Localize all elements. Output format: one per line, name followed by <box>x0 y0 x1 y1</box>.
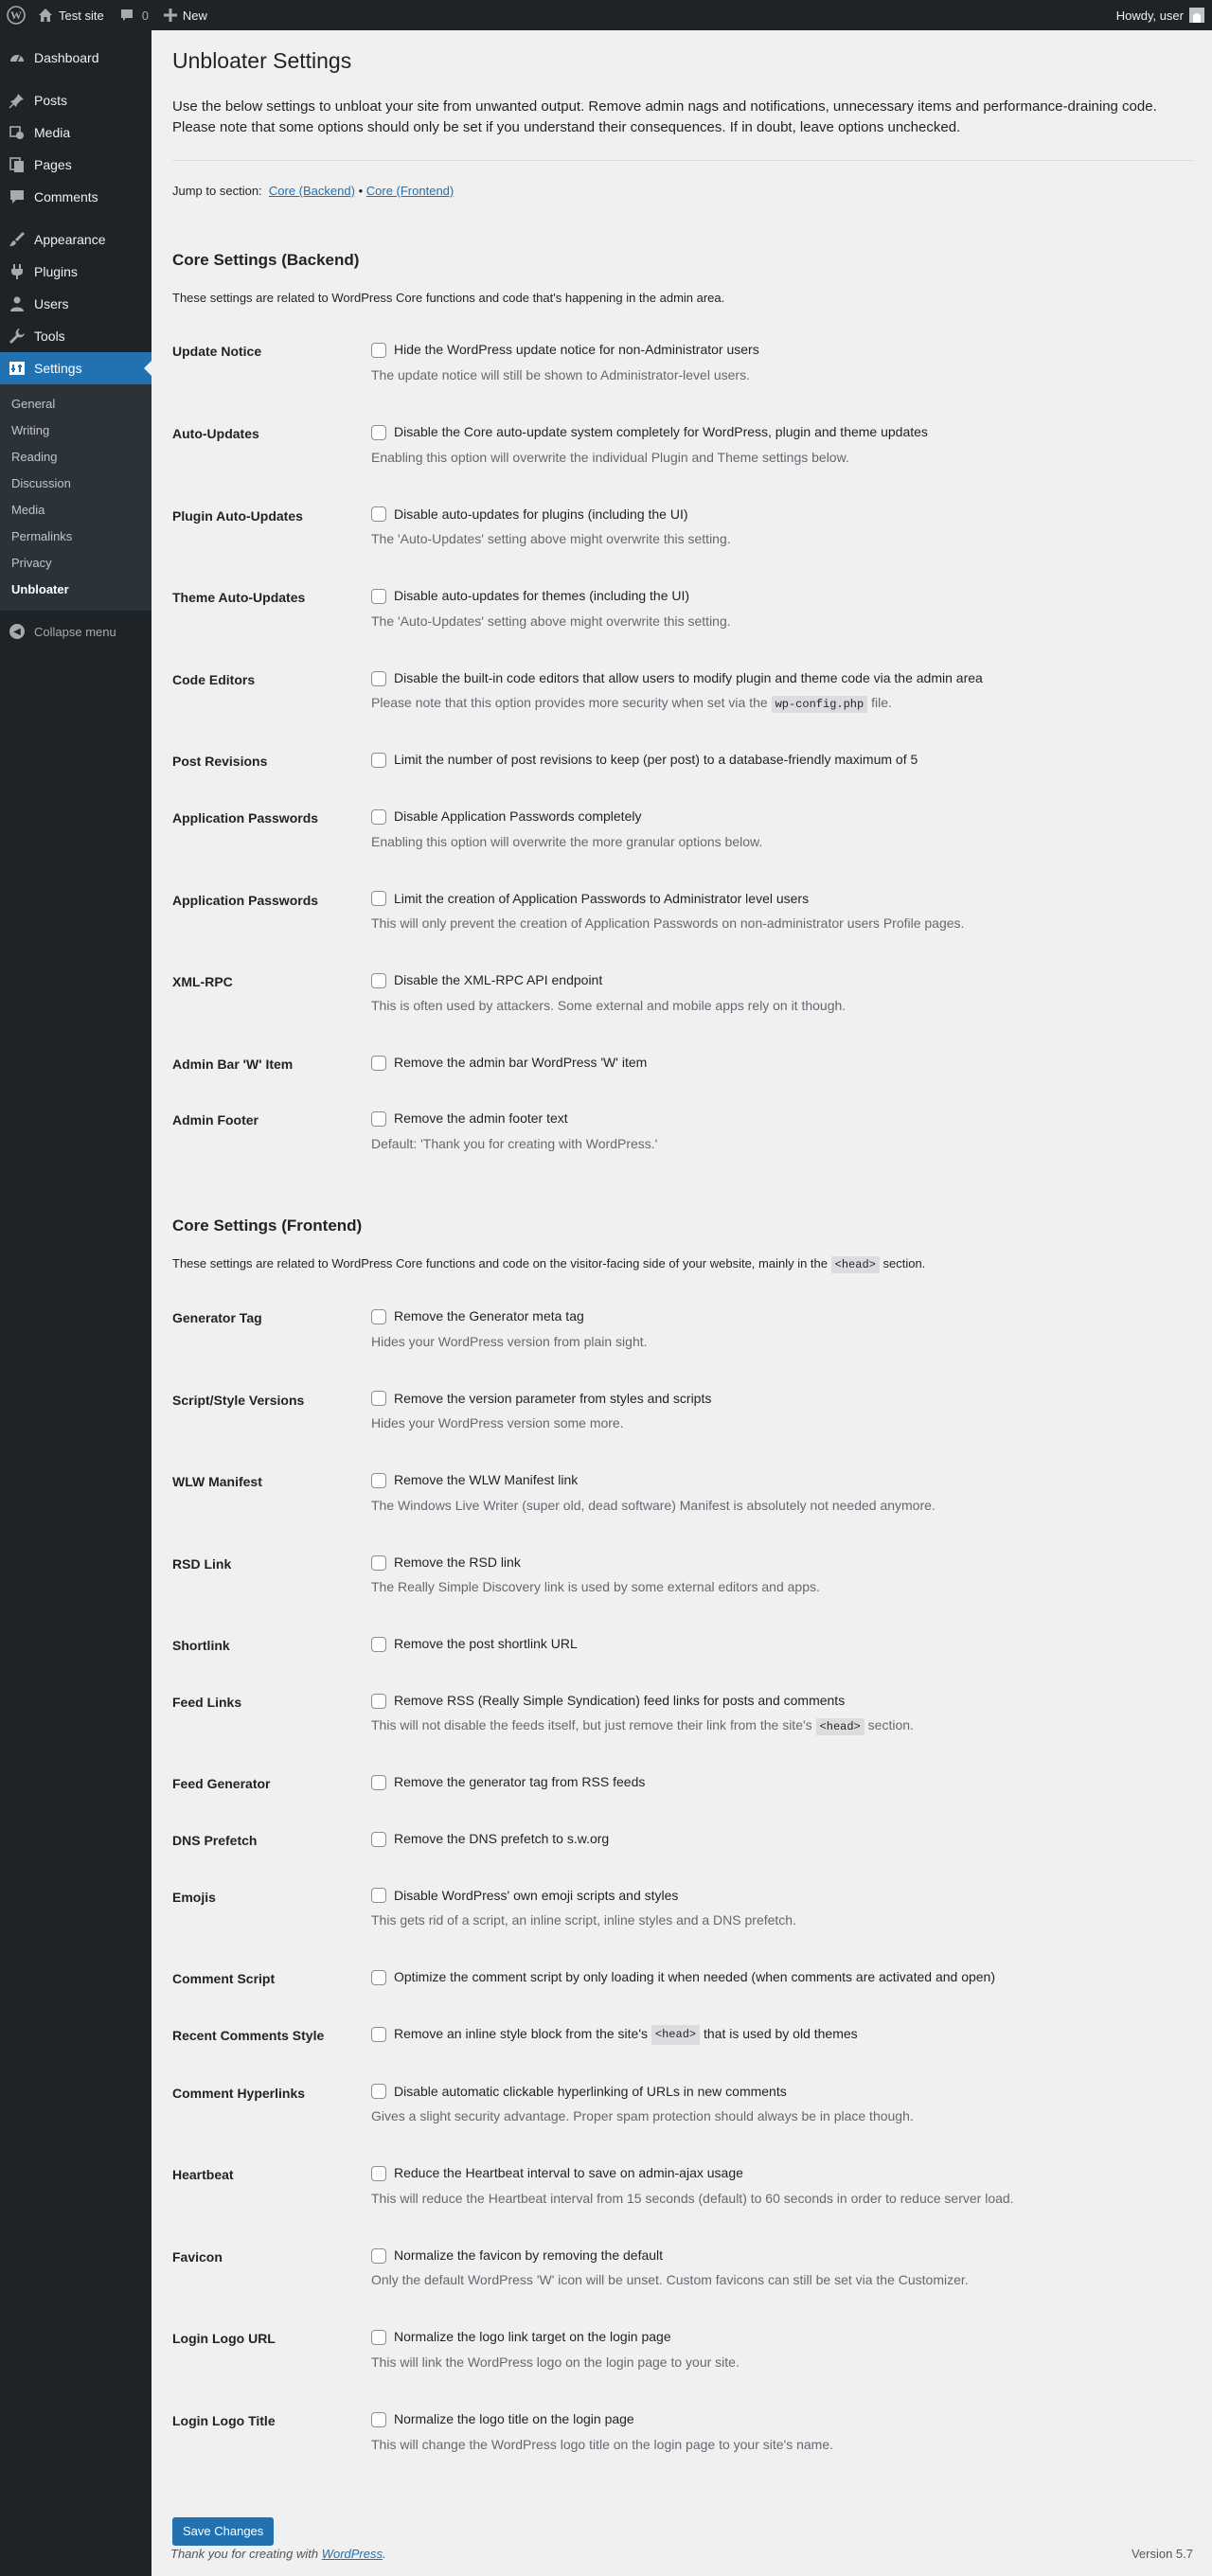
setting-control <box>371 2393 1193 2476</box>
admin-bar <box>0 0 1212 30</box>
setting-control <box>371 1537 1193 1619</box>
setting-option-text: Limit the creation of Application Passwords to Administrator level users <box>394 890 810 906</box>
sidebar-item-label: Users <box>34 296 69 311</box>
setting-checkbox[interactable] <box>371 1694 386 1709</box>
setting-help-main: The update notice will still be shown to Administrator-level users. <box>371 366 750 382</box>
submenu-unbloater[interactable]: Unbloater <box>11 582 69 596</box>
setting-option[interactable] <box>371 751 1184 770</box>
section-title-backend: Core Settings (Backend) <box>172 250 360 269</box>
setting-help-main: Gives a slight security advantage. Proper spam protection should always be in place though. <box>371 2108 914 2124</box>
jump-separator: • <box>358 183 364 198</box>
setting-option-text: Remove the admin footer text <box>394 1110 568 1127</box>
setting-help-text <box>371 2435 1184 2455</box>
setting-option[interactable] <box>371 1390 1184 1409</box>
setting-option[interactable] <box>371 1773 1184 1792</box>
home-icon <box>38 8 53 23</box>
setting-label: Login Logo Title <box>172 2413 276 2429</box>
new-label: New <box>182 8 207 23</box>
setting-option-text: Disable the Core auto-update system completely for WordPress, plugin and theme updates <box>394 423 928 439</box>
site-name: Test site <box>59 8 104 23</box>
setting-control <box>371 1290 1193 1373</box>
setting-control <box>371 1951 1193 2008</box>
setting-control <box>371 1813 1193 1870</box>
settings-row <box>172 1618 1193 1675</box>
setting-help-text <box>371 1134 1184 1154</box>
setting-option-text: Normalize the logo title on the login page <box>394 2411 634 2427</box>
setting-control <box>371 2311 1193 2393</box>
settings-row <box>172 1037 1193 1093</box>
setting-help-main: This is often used by attackers. Some external and mobile apps rely on it though. <box>371 997 847 1013</box>
sidebar-item-appearance[interactable] <box>0 223 152 256</box>
settings-row <box>172 1373 1193 1455</box>
setting-checkbox[interactable] <box>371 1832 386 1847</box>
setting-option-text: Disable the built-in code editors that allow users to modify plugin and theme code via the admin area <box>394 669 983 685</box>
setting-label: Application Passwords <box>172 892 319 908</box>
setting-control <box>371 489 1193 571</box>
footer-thanks-text: Thank you for creating with <box>170 2547 319 2561</box>
sidebar-item-tools[interactable] <box>0 320 152 352</box>
setting-label: Application Passwords <box>172 809 319 826</box>
wordpress-logo-icon[interactable] <box>0 0 30 30</box>
sidebar-item-settings[interactable] <box>0 352 152 384</box>
setting-option-text: Remove the DNS prefetch to s.w.org <box>394 1831 610 1847</box>
setting-option-text: Remove the WLW Manifest link <box>394 1472 579 1488</box>
setting-control <box>371 570 1193 652</box>
sidebar-item-posts[interactable] <box>0 84 152 116</box>
setting-help-text <box>371 2270 1184 2290</box>
setting-option[interactable] <box>371 1830 1184 1849</box>
setting-option[interactable] <box>371 1110 1184 1128</box>
sidebar-item-label: Comments <box>34 189 98 204</box>
dashboard-icon <box>8 48 27 67</box>
inline-code: wp-config.php <box>772 696 868 713</box>
setting-checkbox[interactable] <box>371 1391 386 1406</box>
settings-row <box>172 1675 1193 1757</box>
collapse-menu-label: Collapse menu <box>34 624 116 639</box>
setting-checkbox[interactable] <box>371 1888 386 1903</box>
setting-option[interactable] <box>371 1054 1184 1073</box>
setting-label: Feed Links <box>172 1694 242 1710</box>
setting-help-text <box>371 1910 1184 1930</box>
sidebar-item-users[interactable] <box>0 288 152 320</box>
pin-icon <box>8 91 27 110</box>
page-title: Unbloater Settings <box>172 48 352 73</box>
setting-control <box>371 873 1193 955</box>
setting-label: Admin Footer <box>172 1112 258 1128</box>
settings-row <box>172 652 1193 735</box>
sidebar-item-plugins[interactable] <box>0 256 152 288</box>
setting-help-text <box>371 612 1184 631</box>
setting-help-text <box>371 448 1184 468</box>
setting-option[interactable] <box>371 587 1184 606</box>
setting-help-after: section. <box>867 1717 914 1733</box>
setting-option[interactable] <box>371 423 1184 442</box>
plug-icon <box>8 262 27 281</box>
settings-row <box>172 2393 1193 2476</box>
setting-label: Login Logo URL <box>172 2331 276 2347</box>
collapse-menu-button[interactable] <box>0 614 152 648</box>
setting-help-main: This will link the WordPress logo on the login page to your site. <box>371 2354 740 2371</box>
setting-option[interactable] <box>371 2328 1184 2347</box>
setting-control <box>371 2066 1193 2148</box>
setting-checkbox[interactable] <box>371 506 386 522</box>
jump-to-section <box>172 184 1193 198</box>
setting-checkbox[interactable] <box>371 2084 386 2099</box>
setting-label: Update Notice <box>172 344 262 360</box>
setting-help-text <box>371 1332 1184 1352</box>
setting-option[interactable] <box>371 2164 1184 2183</box>
section-desc-backend: These settings are related to WordPress Core functions and code that's happening in the admin area. <box>172 290 725 305</box>
setting-label: Generator Tag <box>172 1309 262 1325</box>
admin-sidebar <box>0 30 152 2576</box>
main-content <box>152 30 1212 2546</box>
collapse-arrow-icon: ◀ <box>9 624 25 639</box>
settings-row <box>172 2230 1193 2312</box>
new-content-link[interactable] <box>156 0 215 30</box>
setting-label: Plugin Auto-Updates <box>172 507 303 524</box>
setting-help-main: Hides your WordPress version from plain sight. <box>371 1333 648 1349</box>
setting-option-text: Disable Application Passwords completely <box>394 808 642 824</box>
setting-control <box>371 791 1193 873</box>
setting-control <box>371 1454 1193 1537</box>
setting-help-text <box>371 1496 1184 1516</box>
setting-help-text <box>371 2189 1184 2209</box>
setting-option-text: Disable auto-updates for plugins (including the UI) <box>394 506 688 522</box>
submenu-writing[interactable]: Writing <box>11 423 50 437</box>
setting-option-text: Remove the admin bar WordPress 'W' item <box>394 1054 648 1070</box>
settings-row <box>172 1813 1193 1870</box>
setting-control <box>371 2008 1193 2066</box>
setting-help-text <box>371 1413 1184 1433</box>
settings-row <box>172 791 1193 873</box>
setting-option-text: Disable the XML-RPC API endpoint <box>394 972 603 988</box>
setting-control <box>371 954 1193 1037</box>
setting-control <box>371 2230 1193 2312</box>
setting-checkbox[interactable] <box>371 753 386 768</box>
comment-icon <box>8 187 27 206</box>
comments-count: 0 <box>141 8 149 23</box>
setting-option-text: Limit the number of post revisions to keep (per post) to a database-friendly maximum of 5 <box>394 752 918 768</box>
site-name-link[interactable] <box>30 0 112 30</box>
setting-option[interactable] <box>371 1307 1184 1326</box>
setting-option[interactable] <box>371 341 1184 360</box>
setting-option-text: Remove the generator tag from RSS feeds <box>394 1774 646 1790</box>
setting-checkbox[interactable] <box>371 425 386 440</box>
setting-label: Auto-Updates <box>172 425 259 441</box>
setting-option[interactable] <box>371 2247 1184 2265</box>
setting-checkbox[interactable] <box>371 973 386 988</box>
setting-label: RSD Link <box>172 1555 232 1572</box>
setting-label: WLW Manifest <box>172 1474 262 1490</box>
setting-control <box>371 2147 1193 2230</box>
setting-checkbox[interactable] <box>371 589 386 604</box>
settings-row <box>172 324 1193 406</box>
settings-row <box>172 570 1193 652</box>
head-code: <head> <box>831 1256 880 1273</box>
setting-label: Recent Comments Style <box>172 2027 325 2043</box>
user-icon <box>8 294 27 313</box>
settings-row <box>172 734 1193 791</box>
setting-label: Heartbeat <box>172 2167 234 2183</box>
setting-checkbox[interactable] <box>371 2412 386 2427</box>
setting-option-text: Normalize the logo link target on the login page <box>394 2329 671 2345</box>
setting-checkbox[interactable] <box>371 1111 386 1127</box>
setting-control <box>371 324 1193 406</box>
setting-option-text: Remove the RSD link <box>394 1554 521 1570</box>
setting-control <box>371 1675 1193 1757</box>
submenu-privacy[interactable]: Privacy <box>11 556 52 570</box>
setting-option-text-after: that is used by old themes <box>704 2026 858 2042</box>
setting-control <box>371 1037 1193 1093</box>
setting-option[interactable] <box>371 808 1184 826</box>
settings-row <box>172 1093 1193 1175</box>
settings-row <box>172 954 1193 1037</box>
setting-option[interactable] <box>371 2025 1184 2045</box>
admin-menu <box>0 30 152 384</box>
howdy-text: Howdy, user <box>1115 8 1184 23</box>
setting-option-text: Optimize the comment script by only loading it when needed (when comments are activated and open) <box>394 1969 996 1985</box>
setting-help-main: Default: 'Thank you for creating with WordPress.' <box>371 1135 658 1151</box>
setting-help-main: Enabling this option will overwrite the individual Plugin and Theme settings below. <box>371 449 849 465</box>
setting-checkbox[interactable] <box>371 1637 386 1652</box>
setting-label: Emojis <box>172 1889 216 1905</box>
pages-icon <box>8 155 27 174</box>
setting-help-main: The 'Auto-Updates' setting above might overwrite this setting. <box>371 531 731 547</box>
setting-help-text <box>371 529 1184 549</box>
setting-option-text: Disable automatic clickable hyperlinking of URLs in new comments <box>394 2083 787 2099</box>
setting-help-main: Hides your WordPress version some more. <box>371 1415 624 1431</box>
brush-icon <box>8 230 27 249</box>
section-desc-after: section. <box>882 1255 926 1270</box>
setting-option-text: Disable auto-updates for themes (including the UI) <box>394 588 690 604</box>
setting-checkbox[interactable] <box>371 343 386 358</box>
jump-label: Jump to section: <box>172 183 262 198</box>
setting-option[interactable] <box>371 1968 1184 1987</box>
wrench-icon <box>8 327 27 346</box>
setting-checkbox[interactable] <box>371 2166 386 2181</box>
footer-thanks-period: . <box>383 2547 386 2561</box>
sidebar-item-dashboard[interactable] <box>0 42 152 74</box>
setting-control <box>371 1870 1193 1952</box>
svg-text:W: W <box>10 9 22 22</box>
settings-row <box>172 1454 1193 1537</box>
intro-text: Use the below settings to unbloat your site from unwanted output. Remove admin nags and notifications, unnecessary items and performance-draining code. Please note that some options should only be set if you understand their consequences. If in doubt, leave options unchecked. <box>172 98 1157 136</box>
footer-wordpress-link[interactable]: WordPress <box>321 2547 383 2561</box>
setting-help-text <box>371 1715 1184 1735</box>
settings-row <box>172 406 1193 489</box>
jump-link-backend[interactable]: Core (Backend) <box>268 183 355 198</box>
setting-label: Admin Bar 'W' Item <box>172 1056 294 1072</box>
setting-help-text <box>371 2106 1184 2126</box>
settings-row <box>172 2008 1193 2066</box>
setting-control <box>371 1618 1193 1675</box>
inline-code: <head> <box>816 1718 864 1735</box>
sidebar-item-label: Posts <box>34 93 68 108</box>
setting-help-main: This will reduce the Heartbeat interval from 15 seconds (default) to 60 seconds in order to reduce server load. <box>371 2190 1014 2206</box>
setting-checkbox[interactable] <box>371 2330 386 2345</box>
setting-help-main: Only the default WordPress 'W' icon will be unset. Custom favicons can still be set via the Customizer. <box>371 2272 969 2288</box>
setting-option[interactable] <box>371 890 1184 909</box>
submenu-general[interactable]: General <box>11 397 56 411</box>
setting-control <box>371 1756 1193 1813</box>
setting-option[interactable] <box>371 506 1184 524</box>
setting-label: Feed Generator <box>172 1776 271 1792</box>
plus-icon <box>164 9 177 22</box>
sidebar-item-label: Plugins <box>34 264 78 279</box>
setting-option[interactable] <box>371 1471 1184 1490</box>
setting-checkbox[interactable] <box>371 1555 386 1571</box>
avatar <box>1189 8 1204 23</box>
sidebar-item-comments[interactable] <box>0 181 152 213</box>
settings-row <box>172 873 1193 955</box>
section-title-frontend: Core Settings (Frontend) <box>172 1216 363 1235</box>
setting-option-text: Remove the Generator meta tag <box>394 1307 584 1324</box>
setting-control <box>371 1093 1193 1175</box>
setting-label: Post Revisions <box>172 754 268 770</box>
setting-option[interactable] <box>371 669 1184 688</box>
setting-help-main: This will only prevent the creation of Application Passwords on non-administrator users Profile pages. <box>371 915 965 932</box>
setting-option[interactable] <box>371 1887 1184 1906</box>
setting-option[interactable] <box>371 1635 1184 1654</box>
settings-row <box>172 1290 1193 1373</box>
setting-help-main: Please note that this option provides more security when set via the <box>371 695 768 711</box>
setting-help-text <box>371 1577 1184 1597</box>
section-desc-frontend <box>172 1254 1193 1273</box>
setting-control <box>371 406 1193 489</box>
submenu-media[interactable]: Media <box>11 503 45 517</box>
setting-help-main: The 'Auto-Updates' setting above might overwrite this setting. <box>371 613 731 629</box>
comment-bubble-icon <box>119 8 134 23</box>
submenu-permalinks[interactable]: Permalinks <box>11 529 73 543</box>
setting-control <box>371 1373 1193 1455</box>
admin-footer <box>170 2547 1193 2561</box>
jump-link-frontend[interactable]: Core (Frontend) <box>365 183 454 198</box>
settings-row <box>172 1951 1193 2008</box>
settings-row <box>172 2311 1193 2393</box>
setting-checkbox[interactable] <box>371 1775 386 1790</box>
setting-option-text: Hide the WordPress update notice for non-Administrator users <box>394 342 759 358</box>
save-changes-button[interactable]: Save Changes <box>172 2517 274 2546</box>
setting-label: Code Editors <box>172 671 256 687</box>
setting-option[interactable] <box>371 1692 1184 1711</box>
setting-option-text: Reduce the Heartbeat interval to save on admin-ajax usage <box>394 2165 743 2181</box>
setting-control <box>371 734 1193 791</box>
setting-checkbox[interactable] <box>371 1473 386 1488</box>
user-account-menu[interactable] <box>1109 0 1212 30</box>
submenu-reading[interactable]: Reading <box>11 450 58 464</box>
media-icon <box>8 123 27 142</box>
sidebar-item-label: Dashboard <box>34 50 99 65</box>
footer-thanks <box>170 2547 386 2561</box>
setting-help-text <box>371 914 1184 933</box>
setting-checkbox[interactable] <box>371 2027 386 2042</box>
settings-submenu <box>0 384 152 611</box>
setting-option[interactable] <box>371 2083 1184 2102</box>
setting-label: Script/Style Versions <box>172 1392 305 1408</box>
setting-option-text: Remove RSS (Really Simple Syndication) feed links for posts and comments <box>394 1692 846 1708</box>
setting-help-main: Enabling this option will overwrite the more granular options below. <box>371 833 763 849</box>
setting-checkbox[interactable] <box>371 2248 386 2264</box>
backend-settings-table <box>172 324 1193 1175</box>
setting-control <box>371 652 1193 735</box>
setting-checkbox[interactable] <box>371 1970 386 1985</box>
frontend-settings-table <box>172 1290 1193 2476</box>
settings-row <box>172 1756 1193 1813</box>
setting-option-text: Normalize the favicon by removing the default <box>394 2247 664 2263</box>
setting-label: Theme Auto-Updates <box>172 590 306 606</box>
setting-checkbox[interactable] <box>371 891 386 906</box>
setting-label: Comment Script <box>172 1971 276 1987</box>
sidebar-item-label: Settings <box>34 361 82 376</box>
setting-help-text <box>371 832 1184 852</box>
sidebar-item-pages[interactable] <box>0 149 152 181</box>
setting-option-text: Disable WordPress' own emoji scripts and styles <box>394 1887 679 1903</box>
setting-help-main: The Really Simple Discovery link is used by some external editors and apps. <box>371 1579 820 1595</box>
section-desc-text: These settings are related to WordPress Core functions and code on the visitor-facing side of your website, mainly in the <box>172 1255 829 1270</box>
setting-label: Favicon <box>172 2248 223 2265</box>
setting-help-text <box>371 365 1184 385</box>
setting-option-text: Remove the post shortlink URL <box>394 1636 578 1652</box>
sidebar-item-label: Pages <box>34 157 72 172</box>
comments-link[interactable] <box>112 0 156 30</box>
setting-label: Shortlink <box>172 1638 230 1654</box>
setting-checkbox[interactable] <box>371 671 386 686</box>
divider <box>172 160 1193 161</box>
setting-help-main: This will not disable the feeds itself, but just remove their link from the site's <box>371 1717 812 1733</box>
setting-help-main: This gets rid of a script, an inline script, inline styles and a DNS prefetch. <box>371 1912 796 1928</box>
settings-row <box>172 1870 1193 1952</box>
settings-row <box>172 2066 1193 2148</box>
setting-option[interactable] <box>371 971 1184 990</box>
setting-option[interactable] <box>371 2410 1184 2429</box>
setting-help-text <box>371 693 1184 713</box>
setting-help-main: This will change the WordPress logo title on the login page to your site's name. <box>371 2436 834 2452</box>
setting-checkbox[interactable] <box>371 809 386 825</box>
footer-version: Version 5.7 <box>1131 2547 1193 2561</box>
setting-label: Comment Hyperlinks <box>172 2085 306 2101</box>
setting-help-main: The Windows Live Writer (super old, dead software) Manifest is absolutely not needed anymore. <box>371 1497 936 1513</box>
submenu-discussion[interactable]: Discussion <box>11 476 71 490</box>
sidebar-item-label: Tools <box>34 329 65 344</box>
setting-label: XML-RPC <box>172 974 233 990</box>
setting-label: DNS Prefetch <box>172 1833 258 1849</box>
setting-checkbox[interactable] <box>371 1309 386 1324</box>
setting-help-text <box>371 2353 1184 2372</box>
setting-option-text: Remove an inline style block from the site's <box>394 2026 649 2042</box>
settings-row <box>172 1537 1193 1619</box>
sidebar-item-media[interactable] <box>0 116 152 149</box>
setting-checkbox[interactable] <box>371 1056 386 1071</box>
settings-row <box>172 489 1193 571</box>
head-code: <head> <box>651 2025 700 2045</box>
setting-option-text: Remove the version parameter from styles and scripts <box>394 1390 712 1406</box>
settings-icon <box>8 359 27 378</box>
sidebar-item-label: Media <box>34 125 71 140</box>
sidebar-item-label: Appearance <box>34 232 106 247</box>
setting-option[interactable] <box>371 1554 1184 1572</box>
setting-help-after: file. <box>871 695 892 711</box>
settings-row <box>172 2147 1193 2230</box>
setting-help-text <box>371 996 1184 1016</box>
